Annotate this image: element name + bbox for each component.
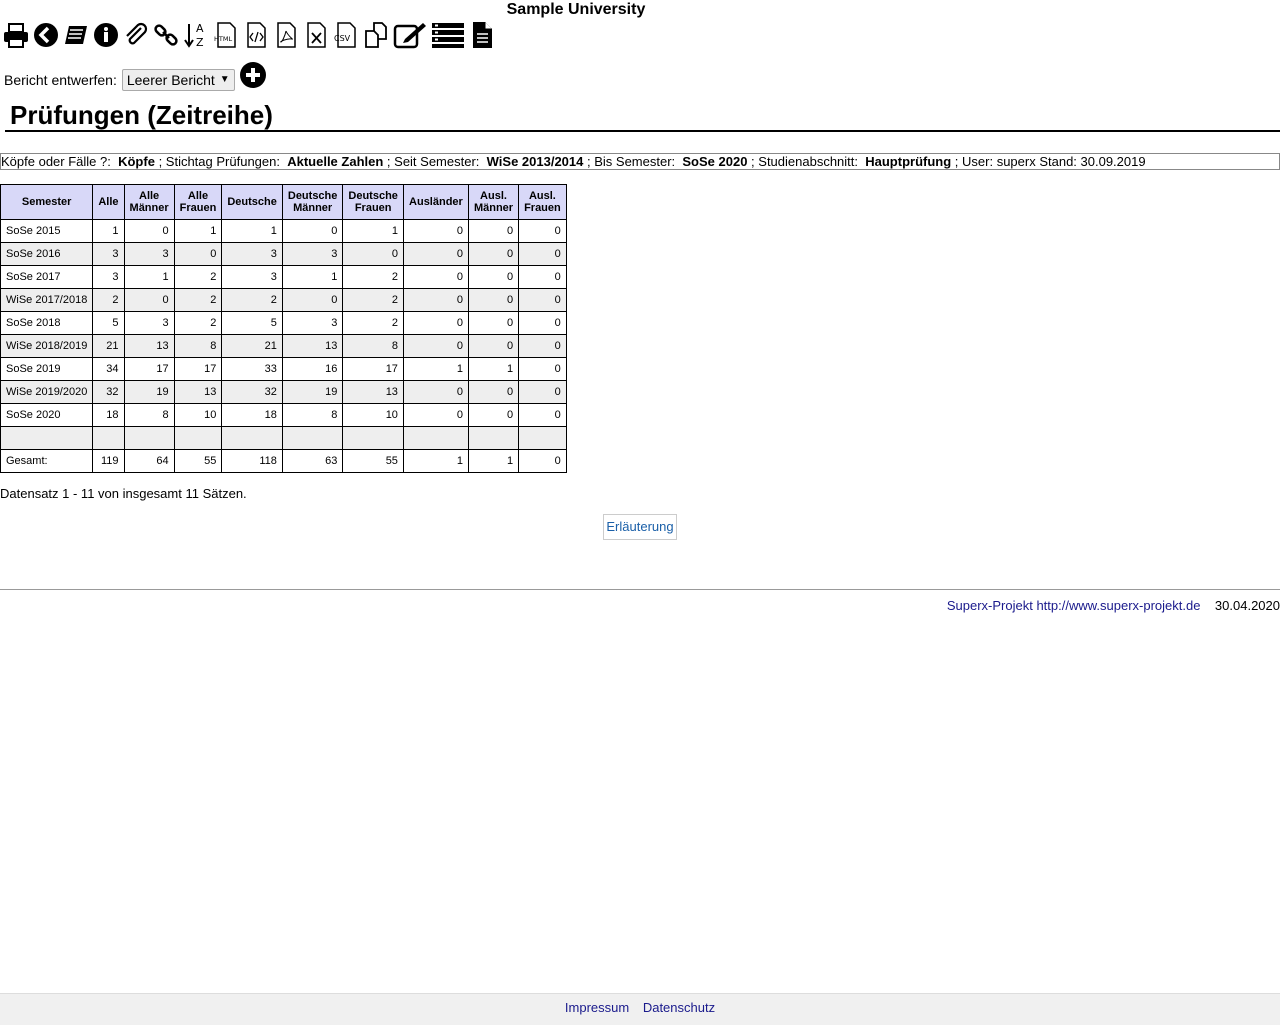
semester-cell: SoSe 2020 [1,404,93,427]
value-cell: 0 [468,381,518,404]
value-cell: 1 [93,220,124,243]
value-cell: 3 [222,266,283,289]
value-cell: 55 [174,450,222,473]
value-cell: 5 [93,312,124,335]
value-cell: 2 [343,312,404,335]
value-cell: 3 [124,312,174,335]
footer-divider [0,589,1280,590]
semester-cell: SoSe 2018 [1,312,93,335]
value-cell: 10 [174,404,222,427]
column-header[interactable]: Ausländer [403,185,468,220]
chevron-down-icon: ▼ [219,74,230,85]
value-cell: 19 [282,381,343,404]
books-icon[interactable] [62,20,90,50]
value-cell [174,427,222,450]
page-heading [5,98,1280,132]
value-cell: 0 [282,220,343,243]
table-row [1,381,567,404]
table-row [1,243,567,266]
value-cell [343,427,404,450]
value-cell: 0 [468,335,518,358]
value-cell [519,427,567,450]
value-cell: 3 [93,243,124,266]
footer-credits [947,598,1280,613]
value-cell [403,427,468,450]
value-cell: 0 [282,289,343,312]
value-cell: 55 [343,450,404,473]
copy-icon[interactable] [362,20,390,50]
edit-icon[interactable] [392,20,428,50]
value-cell: 3 [222,243,283,266]
table-row [1,266,567,289]
value-cell: 2 [174,266,222,289]
value-cell: 0 [403,335,468,358]
excel-export-icon[interactable] [302,20,330,50]
record-count: Datensatz 1 - 11 von insgesamt 11 Sätzen. [0,486,247,501]
value-cell: 18 [93,404,124,427]
sort-az-icon[interactable] [182,20,210,50]
value-cell: 21 [222,335,283,358]
value-cell [282,427,343,450]
value-cell: 0 [519,220,567,243]
superx-project-link[interactable]: Superx-Projekt http://www.superx-projekt.de [946,598,1201,613]
filter-label: ; Studienabschnitt: [751,154,859,169]
table-row [1,427,567,450]
html-label: HTML [214,35,233,43]
semester-cell [1,427,93,450]
value-cell: 1 [282,266,343,289]
value-cell: 0 [124,220,174,243]
column-header[interactable]: Semester [1,185,93,220]
svg-text:Z: Z [196,36,204,49]
column-header[interactable]: Deutsche Männer [282,185,343,220]
filter-value: Köpfe [118,154,155,169]
value-cell: 0 [519,266,567,289]
value-cell: 0 [468,289,518,312]
plus-icon [245,67,261,83]
add-report-button[interactable] [240,62,266,88]
value-cell: 0 [403,266,468,289]
value-cell: 21 [93,335,124,358]
value-cell: 0 [468,312,518,335]
column-header[interactable]: Deutsche Frauen [343,185,404,220]
semester-cell: WiSe 2019/2020 [1,381,93,404]
value-cell: 19 [124,381,174,404]
value-cell [222,427,283,450]
value-cell: 1 [468,358,518,381]
filter-value: WiSe 2013/2014 [486,154,584,169]
value-cell: 0 [519,381,567,404]
value-cell: 1 [468,450,518,473]
filter-label: ; Seit Semester: [386,154,480,169]
value-cell: 8 [282,404,343,427]
csv-export-icon[interactable] [332,20,360,50]
value-cell: 2 [343,289,404,312]
report-design-label: Bericht entwerfen: [4,72,117,88]
column-header[interactable]: Ausl. Männer [468,185,518,220]
value-cell: 8 [174,335,222,358]
total-row [1,450,567,473]
column-header[interactable]: Alle [93,185,124,220]
value-cell: 3 [124,243,174,266]
column-header[interactable]: Ausl. Frauen [519,185,567,220]
value-cell: 3 [282,312,343,335]
semester-cell: WiSe 2018/2019 [1,335,93,358]
value-cell: 2 [343,266,404,289]
value-cell: 10 [343,404,404,427]
value-cell: 0 [403,381,468,404]
value-cell: 1 [403,358,468,381]
column-header[interactable]: Deutsche [222,185,283,220]
html-export-icon[interactable] [212,20,240,50]
filter-value: Aktuelle Zahlen [287,154,384,169]
semester-cell: SoSe 2019 [1,358,93,381]
list-icon[interactable] [430,20,466,50]
filter-value: SoSe 2020 [682,154,748,169]
filter-value: Hauptprüfung [865,154,952,169]
value-cell: 0 [519,450,567,473]
xml-export-icon[interactable] [242,20,270,50]
semester-cell: Gesamt: [1,450,93,473]
value-cell: 118 [222,450,283,473]
value-cell: 0 [343,243,404,266]
filter-summary [0,153,1280,170]
semester-cell: WiSe 2017/2018 [1,289,93,312]
value-cell [124,427,174,450]
value-cell: 1 [222,220,283,243]
value-cell: 3 [93,266,124,289]
value-cell: 5 [222,312,283,335]
value-cell: 34 [93,358,124,381]
impressum-link[interactable]: Impressum [564,1000,630,1015]
value-cell: 13 [282,335,343,358]
value-cell: 1 [174,220,222,243]
back-icon[interactable] [32,20,60,50]
value-cell: 0 [174,243,222,266]
semester-cell: SoSe 2016 [1,243,93,266]
value-cell: 33 [222,358,283,381]
bottom-bar [0,993,1280,1025]
datenschutz-link[interactable]: Datenschutz [642,1000,716,1015]
filter-tail: ; User: superx Stand: 30.09.2019 [954,154,1146,169]
value-cell: 0 [519,289,567,312]
institution-title: Sample University [506,1,646,18]
value-cell: 18 [222,404,283,427]
value-cell: 0 [403,312,468,335]
value-cell: 0 [403,243,468,266]
value-cell: 2 [174,289,222,312]
table-row [1,312,567,335]
value-cell: 0 [403,404,468,427]
value-cell: 0 [468,243,518,266]
value-cell: 0 [403,220,468,243]
value-cell: 17 [343,358,404,381]
value-cell: 0 [519,312,567,335]
footer-date: 30.04.2020 [1214,598,1280,613]
value-cell: 1 [343,220,404,243]
value-cell: 8 [124,404,174,427]
value-cell: 32 [222,381,283,404]
value-cell: 1 [124,266,174,289]
filter-label: Köpfe oder Fälle ?: [1,154,111,169]
column-header[interactable]: Alle Frauen [174,185,222,220]
report-design-row [4,64,266,96]
value-cell: 119 [93,450,124,473]
value-cell: 0 [468,220,518,243]
value-cell: 17 [174,358,222,381]
print-icon[interactable] [2,20,30,50]
value-cell: 2 [174,312,222,335]
page-title: Prüfungen (Zeitreihe) [10,100,273,130]
value-cell: 0 [124,289,174,312]
semester-cell: SoSe 2017 [1,266,93,289]
value-cell: 63 [282,450,343,473]
semester-cell: SoSe 2015 [1,220,93,243]
value-cell: 13 [174,381,222,404]
results-table [0,184,567,473]
toolbar [2,20,498,50]
link-icon[interactable] [152,20,180,50]
value-cell [93,427,124,450]
value-cell: 2 [93,289,124,312]
info-icon[interactable] [92,20,120,50]
svg-text:A: A [196,22,204,35]
filter-label: ; Bis Semester: [587,154,676,169]
table-row [1,335,567,358]
value-cell: 17 [124,358,174,381]
value-cell: 0 [519,335,567,358]
value-cell: 64 [124,450,174,473]
value-cell: 13 [124,335,174,358]
value-cell: 0 [468,404,518,427]
value-cell: 16 [282,358,343,381]
pdf-export-icon[interactable] [272,20,300,50]
table-row [1,404,567,427]
explanation-button[interactable]: Erläuterung [603,514,677,540]
value-cell: 13 [343,381,404,404]
paperclip-icon[interactable] [122,20,150,50]
value-cell: 2 [222,289,283,312]
value-cell: 8 [343,335,404,358]
value-cell: 0 [519,243,567,266]
csv-label: CSV [334,34,351,43]
table-row [1,220,567,243]
report-design-select[interactable] [122,69,235,91]
table-header-row [1,185,567,220]
value-cell: 0 [519,358,567,381]
value-cell: 32 [93,381,124,404]
value-cell: 0 [468,266,518,289]
filter-label: ; Stichtag Prüfungen: [158,154,280,169]
report-design-value: Leerer Bericht [126,72,215,88]
value-cell: 0 [519,404,567,427]
value-cell: 1 [403,450,468,473]
value-cell: 0 [403,289,468,312]
table-row [1,358,567,381]
column-header[interactable]: Alle Männer [124,185,174,220]
value-cell: 3 [282,243,343,266]
table-row [1,289,567,312]
value-cell [468,427,518,450]
document-icon[interactable] [468,20,496,50]
